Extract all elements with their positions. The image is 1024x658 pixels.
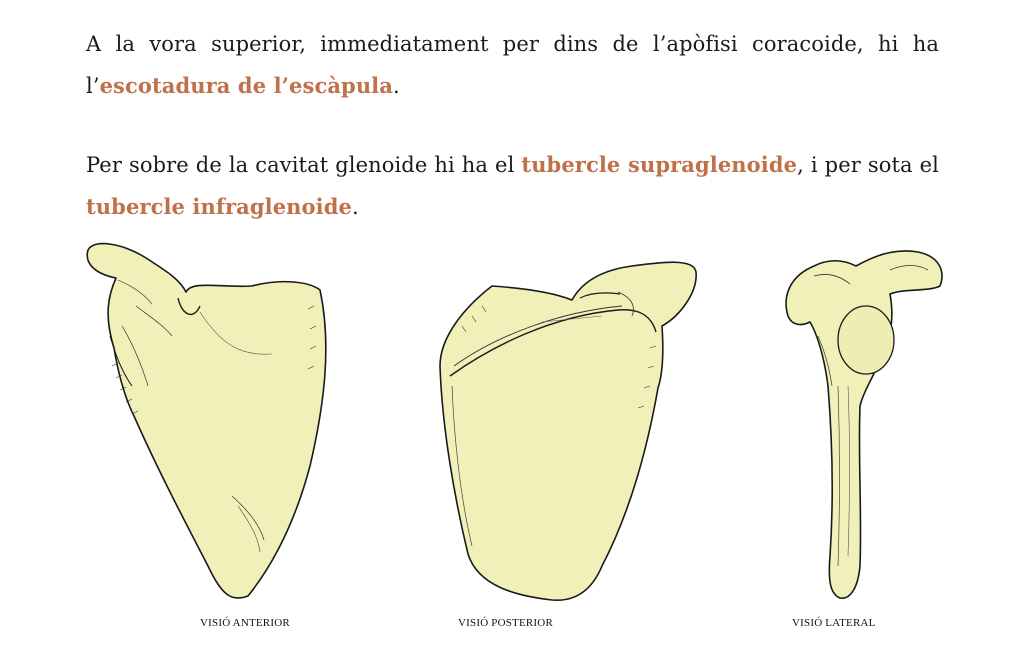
scapula-anterior-illustration	[82, 236, 342, 606]
paragraph-text: , i per sota el	[797, 153, 939, 177]
paragraph-text: .	[392, 74, 400, 98]
scapula-posterior-illustration	[432, 236, 702, 606]
paragraph-tubercles	[86, 144, 939, 228]
term-infraglenoid-tubercle: tubercle infraglenoide	[86, 194, 352, 219]
term-scapular-notch: escotadura de l’escàpula	[99, 73, 393, 98]
paragraph-text: Per sobre de la cavitat glenoide hi ha el	[86, 153, 522, 177]
term-supraglenoid-tubercle: tubercle supraglenoide	[521, 152, 798, 177]
paragraph-text: A la vora superior, immediatament per dins de l’apòfisi coracoide, hi ha l’	[86, 32, 939, 98]
paragraph-scapular-notch	[86, 24, 939, 107]
paragraph-text: .	[351, 195, 359, 219]
scapula-lateral-illustration	[778, 236, 948, 606]
caption-posterior-view: VISIÓ POSTERIOR	[458, 617, 553, 629]
caption-anterior-view: VISIÓ ANTERIOR	[200, 617, 290, 629]
caption-lateral-view: VISIÓ LATERAL	[792, 617, 876, 629]
